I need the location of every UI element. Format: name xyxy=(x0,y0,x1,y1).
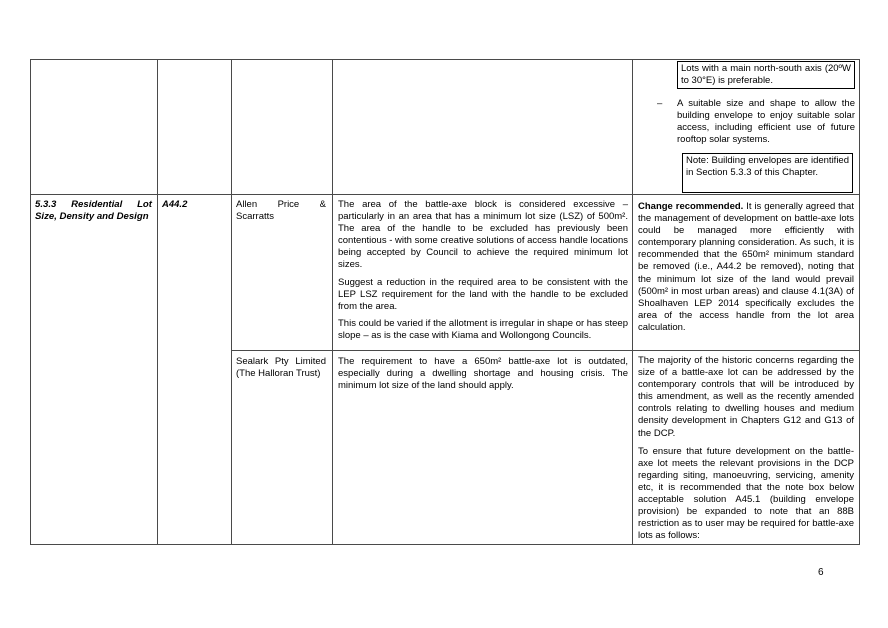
row-divider-1 xyxy=(30,194,860,195)
col-divider-2 xyxy=(231,59,232,545)
axis-note-text: Lots with a main north-south axis (20ºW to 30°E) is preferable. xyxy=(681,63,851,86)
response-paragraph-2: To ensure that future development on the battle-axe lot meets the relevant provisions in the DCP regarding siting, manoeuvring, servicing, amenity etc, it is recommended that the note box below acceptable solution A45.1 (building envelope provision) be expanded to note that an 88B restriction as to user may be required for battle-axe lots as follows: xyxy=(638,445,854,542)
col-divider-3 xyxy=(332,59,333,545)
section-heading: 5.3.3 Residential Lot Size, Density and Design xyxy=(35,199,152,223)
response-text xyxy=(638,201,854,334)
submission-text-2: The requirement to have a 650m² battle-axe lot is outdated, especially during a dwelling shortage and housing crisis. The minimum lot size of the land should apply. xyxy=(338,356,628,392)
response-status: Change recommended. xyxy=(638,201,744,212)
solar-access-bullet: A suitable size and shape to allow the building envelope to enjoy suitable solar access, including efficient use of future rooftop solar systems. xyxy=(677,98,855,146)
submission-paragraph-3: This could be varied if the allotment is irregular in shape or has steep slope – as is the case with Kiama and Wollongong Councils. xyxy=(338,317,628,341)
response-paragraph-1: The majority of the historic concerns regarding the size of a battle-axe lot can be addressed by the contemporary controls that will be introduced by this amendment, as well as the recently amended controls relating to dwelling houses and medium density development in Chapters G12 and G13 of the DCP. xyxy=(638,355,854,439)
axis-note-box xyxy=(677,61,855,89)
submitter-name: Allen Price & Scarratts xyxy=(236,199,326,223)
table-right-border xyxy=(859,59,860,545)
bullet-dash: – xyxy=(657,98,663,109)
building-envelope-note-text: Note: Building envelopes are identified in Section 5.3.3 of this Chapter. xyxy=(686,155,849,178)
response-text-2 xyxy=(638,355,854,547)
table-left-border xyxy=(30,59,31,545)
col-divider-1 xyxy=(157,59,158,545)
response-detail: It is generally agreed that the management of development on battle-axe lots could be managed more efficiently with contemporary planning consideration. As such, it is recommended that the 650m² minimum standard be removed (i.e., A44.2 be removed), noting that the minimum lot size of the land would prevail (500m² in most urban areas) and clause 4.1(3A) of Shoalhaven LEP 2014 specifically excludes the area of the access handle from the lot area calculation. xyxy=(638,201,854,333)
submission-paragraph-1: The area of the battle-axe block is considered excessive – particularly in an area that has a minimum lot size (LSZ) of 500m². The area of the handle to be excluded has previously been contentious - with some creative solutions of access handle locations being accepted by Council to achieve the required minimum lot sizes. xyxy=(338,199,628,271)
row-divider-2 xyxy=(232,350,860,351)
table-top-border xyxy=(30,59,860,60)
building-envelope-note-box xyxy=(682,153,853,193)
reference-code: A44.2 xyxy=(162,199,188,210)
submission-text xyxy=(338,199,628,347)
col-divider-4 xyxy=(632,59,633,545)
submitter-name-2: Sealark Pty Limited (The Halloran Trust) xyxy=(236,356,326,380)
page-number: 6 xyxy=(818,567,824,578)
submission-paragraph-2: Suggest a reduction in the required area to be consistent with the LEP LSZ requirement for the land with the handle to be excluded from the area. xyxy=(338,276,628,312)
